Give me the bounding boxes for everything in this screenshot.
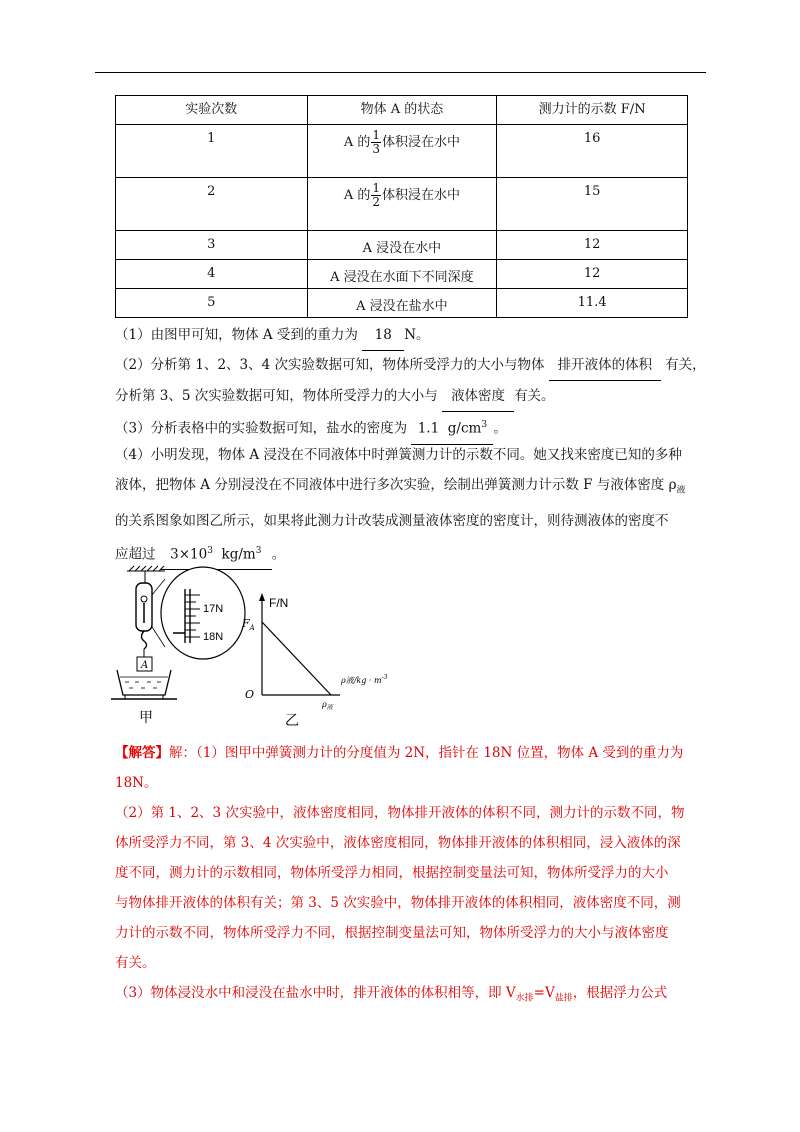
force-value: 15 (583, 184, 601, 199)
header-rule (95, 72, 706, 73)
answer-blank: 1.1 $g/cm^3$ (411, 410, 493, 445)
caption-yi: 乙 (285, 713, 299, 729)
experiment-figure (95, 565, 435, 730)
trial-number: 4 (207, 266, 216, 281)
x-axis-label: ρ液$/kg \cdot m^{-3}$ (341, 674, 388, 685)
trial-number: 3 (207, 237, 216, 252)
object-state: A 的 $\frac{1}{2}$ 体积浸在水中 (343, 181, 461, 209)
fraction: $\frac{1}{3}$ (372, 128, 380, 156)
trial-number: 5 (207, 295, 216, 310)
force-value: 16 (583, 131, 601, 146)
table-row (116, 289, 688, 318)
answer-blank: 液体密度 (442, 381, 514, 412)
solution-tag: 【解答】 (115, 745, 169, 761)
answer-blank: 18 (362, 320, 404, 351)
table-row (116, 231, 688, 260)
graph-yi (241, 593, 388, 711)
origin-label: O (245, 688, 255, 701)
header-force: 测力计的示数 F/N (497, 96, 688, 125)
trial-number: 2 (207, 184, 216, 199)
experiment-table (115, 95, 688, 318)
object-state: A 浸没在水中 (362, 241, 442, 256)
header-trial: 实验次数 (116, 96, 308, 125)
header-state: 物体 A 的状态 (307, 96, 497, 125)
object-a-label: A (141, 660, 149, 671)
question-4: （4）小明发现，物体 A 浸没在不同液体中时弹簧测力计的示数不同。她又找来密度已知的多种 液体，把物体 A 分别浸没在不同液体中进行多次实验，绘制出弹簧测力计示数 F 与液体密度 $\rho_液$ 的关系图象如图乙所示，如果将此测力计改装成测量液体密度的密度计，则待测液体的密度不 应超过 $3\times 10^3$ $kg/m^3$ 。 (115, 440, 715, 570)
trial-number: 1 (207, 131, 216, 146)
table-row (116, 178, 688, 231)
force-value: 12 (583, 237, 601, 252)
question-2: （2）分析第 1、2、3、4 次实验数据可知，物体所受浮力的大小与物体 排开液体的体积 有关，分析第 3、5 次实验数据可知，物体所受浮力的大小与 液体密度 有关。 (115, 350, 715, 412)
scale-label-18n: 18N (203, 631, 224, 643)
table-row (116, 125, 688, 178)
question-3: （3）分析表格中的实验数据可知，盐水的密度为 1.1 $g/cm^3$ 。 (115, 410, 715, 445)
table-row (116, 260, 688, 289)
f-rho-line (262, 622, 331, 695)
answer-blank: $3\times 10^3$ $kg/m^3$ (160, 536, 272, 571)
y-axis-label: F/N (269, 596, 289, 610)
ceiling-mount (127, 566, 165, 583)
question-1: （1）由图甲可知，物体 A 受到的重力为 18 N。 (115, 320, 715, 351)
caption-jia: 甲 (139, 710, 153, 726)
solution-part-2: （2）第 1、2、3 次实验中，液体密度相同，物体排开液体的体积不同，测力计的示数不同，物 体所受浮力不同，第 3、4 次实验中，液体密度相同，物体排开液体的体积相同，浸入液体的深 度不同，测力计的示数相同，物体所受浮力相同，根据控制变量法可知，物体所受浮力的大小 与物体排开液体的体积有关；第 3、5 次实验中，物体排开液体的体积相同，液体密度不同，测 力计的示数不同，物体所受浮力不同，根据控制变量法可知，物体所受浮力的大小与液体密度 有关。 (115, 805, 685, 971)
magnified-scale-view (152, 567, 245, 659)
solution-part-3: （3）物体浸没水中和浸没在盐水中时，排开液体的体积相等，即 $V_{水排}=V_{盐排}$，根据浮力公式 (115, 985, 668, 1004)
object-a-in-beaker (111, 649, 177, 699)
fraction: $\frac{1}{2}$ (372, 181, 380, 209)
force-value: 12 (583, 266, 601, 281)
answer-blank: 排开液体的体积 (549, 350, 661, 381)
object-state: A 浸没在水面下不同深度 (330, 270, 474, 285)
spring-scale (136, 583, 152, 649)
table-header-row (116, 96, 688, 125)
object-state: A 的 $\frac{1}{3}$ 体积浸在水中 (343, 128, 461, 156)
object-state: A 浸没在盐水中 (356, 299, 448, 314)
fa-label: $F_A$ (242, 617, 255, 632)
rho-label: $\rho_液$ (322, 700, 333, 711)
scale-label-17n: 17N (203, 603, 224, 615)
force-value: 11.4 (577, 295, 607, 310)
solution-part-1: 【解答】解：（1）图甲中弹簧测力计的分度值为 2N，指针在 18N 位置，物体 A 受到的重力为 18N。 (115, 745, 684, 791)
